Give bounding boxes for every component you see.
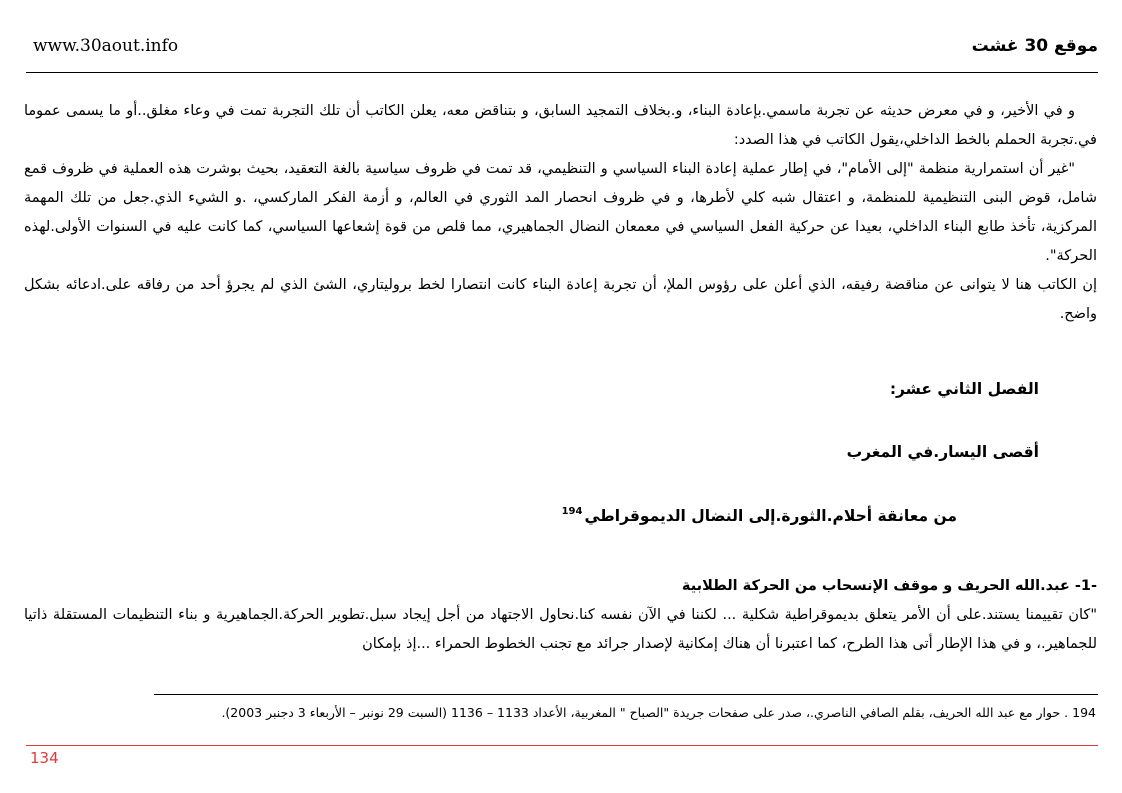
site-url: www.30aout.info [33, 36, 179, 56]
paragraph-commentary: إن الكاتب هنا لا يتوانى عن مناقضة رفيقه، الذي أعلن على رؤوس الملإ، أن تجربة إعادة البناء كانت انتصارا لخط بروليتاري، الشئ الذي لم يجرؤ أحد من رفاقه على.ادعائه بشكل واضح. [24, 277, 1097, 322]
chapter-subtitle-text: من معانقة أحلام.الثورة.إلى النضال الديموقراطي [584, 507, 957, 525]
header-divider [26, 72, 1098, 73]
site-title: موقع 30 غشت [971, 36, 1098, 56]
page-number: 134 [30, 749, 59, 767]
paragraph-intro: و في الأخير، و في معرض حديثه عن تجربة ماسمي.بإعادة البناء، و.بخلاف التمجيد السابق، و بتناقض معه، يعلن الكاتب أن تلك التجربة تمت في وعاء مغلق..أو ما يسمى عموما في.تجربة الحملم بالخط الداخلي،يقول الكاتب في هذا الصدد: [24, 103, 1097, 148]
section-body [24, 572, 1097, 659]
footer-divider [26, 745, 1098, 746]
chapter-subtitle [562, 506, 957, 525]
footnote: 194 . حوار مع عبد الله الحريف، بقلم الصافي الناصري.، صدر على صفحات جريدة "الصباح " المغربية، الأعداد 1133 – 1136 (السبت 29 نونبر – الأربعاء 3 دجنبر 2003). [221, 705, 1096, 720]
section-heading: -1- عبد.الله الحريف و موقف الإنسحاب من الحركة الطلابية [681, 578, 1097, 594]
body-text [24, 97, 1097, 329]
chapter-heading: الفصل الثاني عشر: [889, 380, 1039, 398]
chapter-title: أقصى اليسار.في المغرب [846, 443, 1039, 461]
footnote-reference: 194 [561, 506, 583, 517]
footnote-divider [154, 694, 1098, 695]
paragraph-quote: "غير أن استمرارية منظمة "إلى الأمام"، في إطار عملية إعادة البناء السياسي و التنظيمي، قد تمت في ظروف سياسية بالغة التعقيد، بحيث بوشرت هذه العملية في ظروف قمع شامل، قوض البنى التنظيمية للمنظمة، و اعتقال شبه كلي لأطرها، و في ظروف انحصار المد الثوري في العالم، و أزمة الفكر الماركسي، .و الشيء الذي.جعل من تلك المهمة المركزية، تأخذ طابع البناء الداخلي، بعيدا عن حركية الفعل السياسي في معمعان النضال الجماهيري، مما قلص من قوة إشعاعها السياسي، كما كانت عليه في السنوات الأولى.لهذه الحركة". [24, 161, 1097, 264]
section-quote: "كان تقييمنا يستند.على أن الأمر يتعلق بديموقراطية شكلية ... لكننا في الآن نفسه كنا.نحاول الاجتهاد من أجل إيجاد سبل.تطوير الحركة.الجماهيرية و بناء التنظيمات المستقلة ذاتيا للجماهير.، و في هذا الإطار أتى هذا الطرح، كما اعتبرنا أن هناك إمكانية لإصدار جرائد مع تجنب الخطوط الحمراء ...إذ بإمكان [24, 607, 1097, 652]
